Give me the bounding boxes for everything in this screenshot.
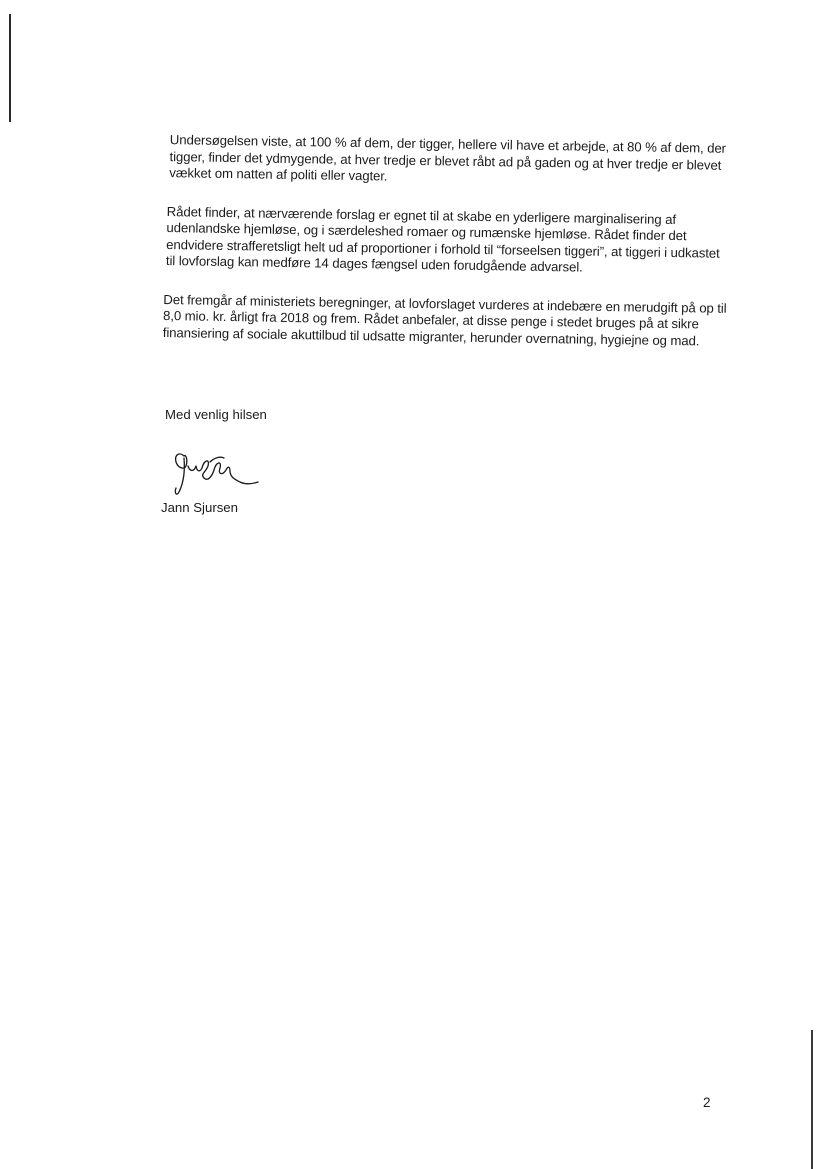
letter-body xyxy=(160,132,734,372)
scan-edge-left xyxy=(9,14,11,122)
paragraph-cost-recommendation: Det fremgår af ministeriets beregninger, at lovforslaget vurderes at indebære en merudgift på op til 8,0 mio. kr. årligt fra 2018 og frem. Rådet anbefaler, at disse penge i stedet bruges på at sikre finansiering af sociale akuttilbud til udsatte migranter, herunder overnatning, hygiejne og mad. xyxy=(162,291,727,348)
handwritten-signature xyxy=(170,448,262,500)
scan-edge-right xyxy=(811,1030,813,1169)
signer-name: Jann Sjursen xyxy=(161,500,238,515)
page-number: 2 xyxy=(703,1095,711,1110)
paragraph-council-assessment: Rådet finder, at nærværende forslag er egnet til at skabe en yderligere marginalisering af udenlandske hjemløse, og i særdeleshed romaer og rumænske hjemløse. Rådet finder det endvidere strafferetsligt helt ud af proportioner i forhold til “forseelsen tiggeri”, at tiggeri i udkastet til lovforslag kan medføre 14 dages fængsel uden forudgående advarsel. xyxy=(165,203,720,275)
paragraph-survey-results: Undersøgelsen viste, at 100 % af dem, der tigger, hellere vil have et arbejde, at 80 % af dem, der tigger, finder det ydmygende, at hver tredje er blevet råbt ad på gaden og at hver tredje er blevet vækket om natten af politi eller vagter. xyxy=(169,132,727,184)
closing-greeting: Med venlig hilsen xyxy=(165,407,267,422)
